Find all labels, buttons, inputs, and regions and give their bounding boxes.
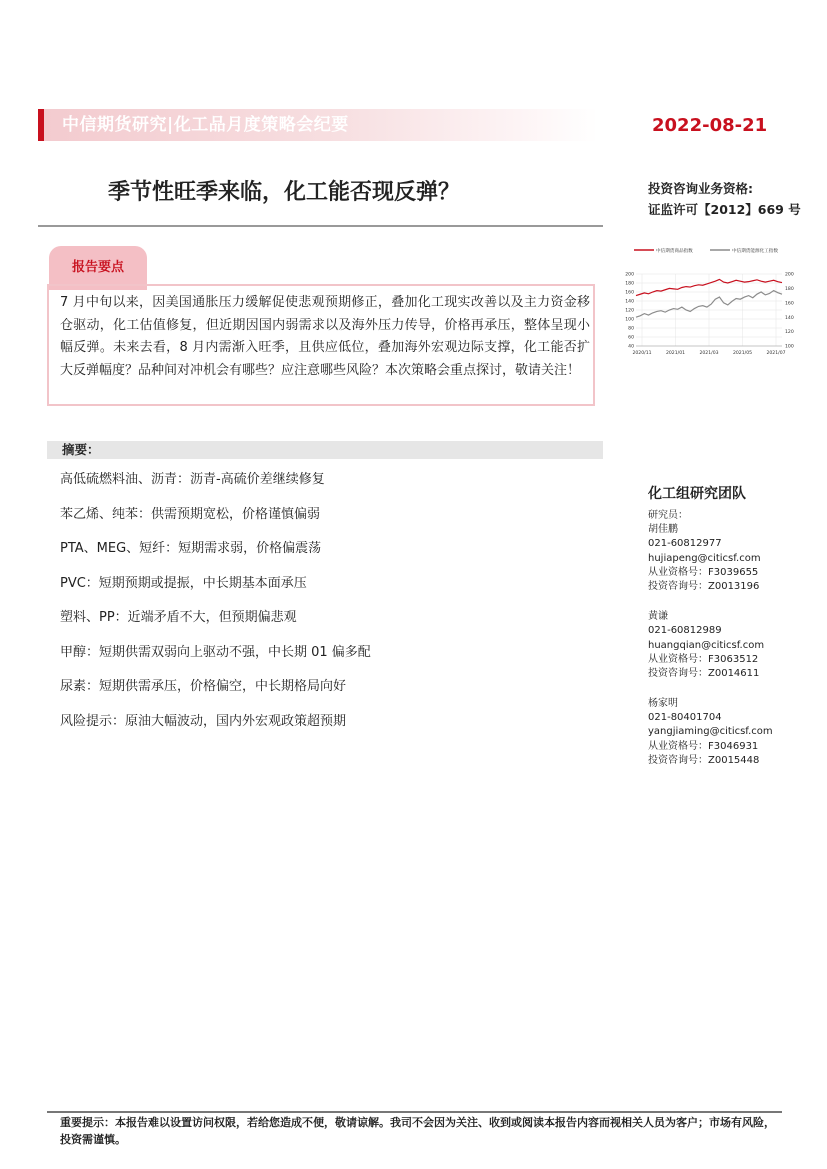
footer-divider — [47, 1111, 782, 1113]
summary-item: 风险提示：原油大幅波动，国内外宏观政策超预期 — [60, 714, 347, 729]
x-tick-label: 2021/03 — [699, 351, 719, 356]
member-advisory: 投资咨询号：Z0014611 — [648, 668, 760, 679]
x-tick-label: 2021/07 — [766, 351, 786, 356]
y-left-tick-label: 80 — [628, 326, 634, 332]
y-left-tick-label: 140 — [625, 299, 634, 305]
summary-item: 高低硫燃料油、沥青：沥青-高硫价差继续修复 — [60, 472, 325, 487]
member-email[interactable]: hujiapeng@citicsf.com — [648, 553, 761, 564]
member-email[interactable]: huangqian@citicsf.com — [648, 640, 765, 651]
legend-label-commodity: 中信期货商品指数 — [656, 249, 693, 254]
y-right-tick-label: 200 — [785, 272, 794, 278]
key-points-label: 报告要点 — [71, 260, 124, 275]
member-name: 黄谦 — [648, 611, 668, 622]
y-left-tick-label: 60 — [628, 335, 634, 341]
y-left-tick-label: 120 — [625, 308, 634, 314]
report-series-title: 中信期货研究|化工品月度策略会纪要 — [62, 115, 349, 135]
summary-item: 塑料、PP：近端矛盾不大，但预期偏悲观 — [60, 610, 297, 625]
index-chart — [622, 240, 812, 360]
page-title: 季节性旺季来临，化工能否现反弹？ — [108, 180, 461, 205]
y-left-tick-label: 40 — [628, 344, 634, 350]
footer-disclaimer: 重要提示：本报告难以设置访问权限，若给您造成不便，敬请谅解。我司不会因为关注、收到或阅读本报告内容而视相关人员为客户；市场有风险，投资需谨慎。 — [60, 1116, 775, 1146]
member-license: 从业资格号：F3046931 — [648, 741, 759, 752]
y-left-tick-label: 160 — [625, 290, 634, 296]
member-advisory: 投资咨询号：Z0013196 — [648, 581, 760, 592]
y-left-tick-label: 200 — [625, 272, 634, 278]
summary-item: 甲醇：短期供需双弱向上驱动不强，中长期 01 偏多配 — [60, 645, 371, 660]
y-right-tick-label: 160 — [785, 301, 794, 307]
team-title: 化工组研究团队 — [648, 486, 746, 502]
member-phone: 021-80401704 — [648, 712, 722, 723]
y-right-tick-label: 140 — [785, 315, 794, 321]
chart-legend — [634, 247, 778, 254]
member-name: 胡佳鹏 — [648, 524, 678, 535]
legend-label-energy: 中信期货能源化工指数 — [732, 249, 778, 254]
report-date: 2022-08-21 — [652, 115, 768, 136]
y-left-tick-label: 180 — [625, 281, 634, 287]
summary-label: 摘要： — [62, 442, 100, 457]
license-number: 证监许可【2012】669 号 — [648, 202, 801, 217]
key-points-text: 7 月中旬以来，因美国通胀压力缓解促使悲观预期修正，叠加化工现实改善以及主力资金移仓驱动，化工估值修复，但近期因国内弱需求以及海外压力传导，价格再承压，整体呈现小幅反弹。未来去看，8 月内需渐入旺季，且供应低位，叠加海外宏观边际支撑，化工能否扩大反弹幅度？品种间对冲机会有哪些？应注意哪些风险？本次策略会重点探讨，敬请关注！ — [60, 295, 590, 378]
member-phone: 021-60812989 — [648, 625, 722, 636]
member-license: 从业资格号：F3063512 — [648, 654, 759, 665]
x-tick-label: 2021/01 — [665, 351, 686, 356]
summary-bar — [47, 441, 603, 459]
member-email[interactable]: yangjiaming@citicsf.com — [648, 726, 773, 737]
summary-item: PVC：短期预期或提振，中长期基本面承压 — [60, 576, 307, 591]
member-license: 从业资格号：F3039655 — [648, 567, 759, 578]
summary-item: 苯乙烯、纯苯：供需预期宽松，价格谨慎偏弱 — [60, 507, 321, 522]
member-phone: 021-60812977 — [648, 538, 722, 549]
summary-item: PTA、MEG、短纤：短期需求弱，价格偏震荡 — [60, 541, 322, 556]
member-advisory: 投资咨询号：Z0015448 — [648, 755, 760, 766]
summary-item: 尿素：短期供需承压，价格偏空，中长期格局向好 — [60, 679, 347, 694]
y-right-tick-label: 100 — [785, 344, 794, 350]
y-left-tick-label: 100 — [625, 317, 634, 323]
y-right-tick-label: 120 — [785, 330, 794, 336]
researcher-label: 研究员： — [648, 510, 688, 521]
title-divider — [38, 225, 603, 227]
x-tick-label: 2020/11 — [632, 351, 652, 356]
license-label: 投资咨询业务资格: — [648, 181, 753, 196]
member-name: 杨家明 — [648, 698, 678, 709]
x-tick-label: 2021/05 — [732, 351, 753, 356]
y-right-tick-label: 180 — [785, 287, 794, 292]
